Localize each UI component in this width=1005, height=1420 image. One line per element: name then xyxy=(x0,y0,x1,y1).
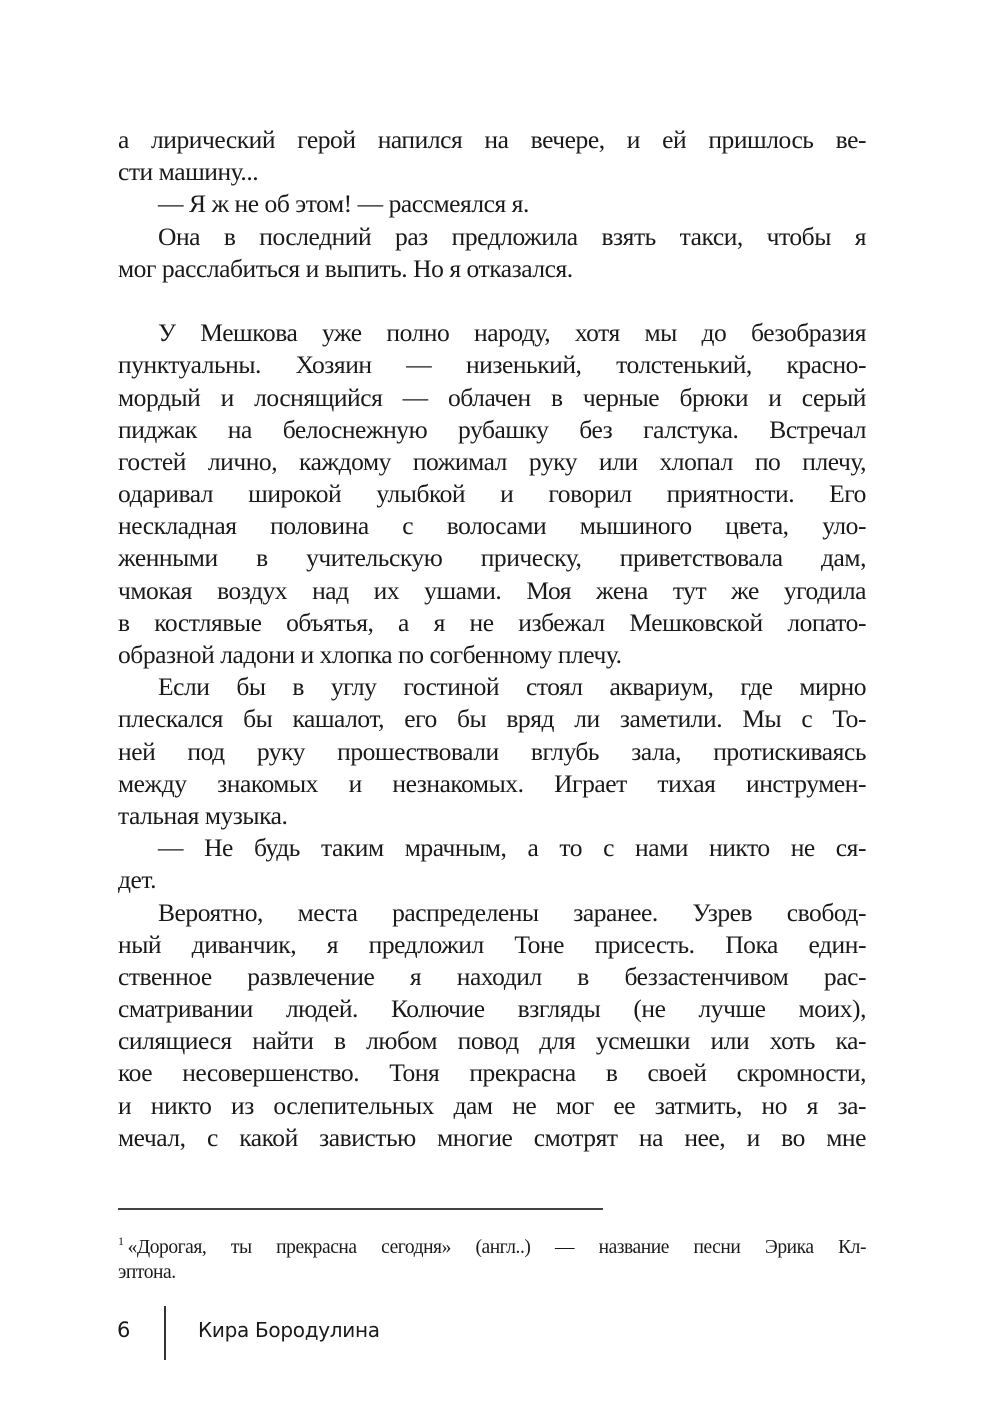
text-line: Вероятно, места распределены заранее. Узрев свобод- xyxy=(158,897,866,927)
paragraph-gap xyxy=(118,285,866,317)
text-line: силящиеся найти в любом повод для усмешки или хоть ка- xyxy=(118,1026,866,1056)
text-line: чмокая воздух над их ушами. Моя жена тут же угодила xyxy=(118,575,866,605)
text-line: мечал, с какой завистью многие смотрят на нее, и во мне xyxy=(118,1122,866,1152)
text-line: между знакомых и незнакомых. Играет тихая инструмен- xyxy=(118,768,866,798)
footnote-line-1 xyxy=(118,1226,866,1257)
text-line: плескался бы кашалот, его бы вряд ли заметили. Мы с То- xyxy=(118,704,866,734)
text-line: сти машину... xyxy=(118,157,259,187)
footnote-line-2: эптона. xyxy=(118,1262,176,1283)
running-footer-author: Кира Бородулина xyxy=(198,1318,380,1342)
text-line: мог расслабиться и выпить. Но я отказался. xyxy=(118,253,573,283)
text-line: ный диванчик, я предложил Тоне присесть. Пока един- xyxy=(118,929,866,959)
text-line: кое несовершенство. Тоня прекрасна в своей скромности, xyxy=(118,1058,866,1088)
text-line: — Я ж не об этом! — рассмеялся я. xyxy=(158,189,529,219)
text-line: Если бы в углу гостиной стоял аквариум, где мирно xyxy=(158,672,866,702)
text-line: сматривании людей. Колючие взгляды (не лучше моих), xyxy=(118,994,866,1024)
text-line: нескладная половина с волосами мышиного цвета, уло- xyxy=(118,511,866,541)
text-line: Она в последний раз предложила взять такси, чтобы я xyxy=(158,221,866,251)
text-line: ственное развлечение я находил в беззастенчивом рас- xyxy=(118,961,866,991)
page-number: 6 xyxy=(117,1318,131,1342)
text-line: ней под руку прошествовали вглубь зала, протискиваясь xyxy=(118,736,866,766)
text-line: и никто из ослепительных дам не мог ее затмить, но я за- xyxy=(118,1090,866,1120)
text-line: в костлявые объятья, а я не избежал Мешковской лопато- xyxy=(118,607,866,637)
text-line: образной ладони и хлопка по согбенному плечу. xyxy=(118,640,622,669)
footnote-marker: 1 xyxy=(118,1234,124,1248)
text-line: гостей лично, каждому пожимал руку или хлопал по плечу, xyxy=(118,446,866,476)
text-line: тальная музыка. xyxy=(118,800,288,830)
text-line: одаривал широкой улыбкой и говорил приятности. Его xyxy=(118,479,866,509)
footnote-text-1: «Дорогая, ты прекрасна сегодня» (англ..) — название песни Эрика Кл- xyxy=(127,1237,866,1258)
text-line: — Не будь таким мрачным, а то с нами никто не ся- xyxy=(158,833,866,863)
body-text xyxy=(118,124,866,1154)
footnote-divider xyxy=(118,1208,603,1210)
text-line: пунктуальны. Хозяин — низенький, толстенький, красно- xyxy=(118,350,866,380)
text-line: мордый и лоснящийся — облачен в черные брюки и серый xyxy=(118,382,866,412)
footer-divider xyxy=(164,1306,166,1360)
footnote xyxy=(118,1226,866,1288)
text-line: У Мешкова уже полно народу, хотя мы до безобразия xyxy=(158,318,866,348)
text-line: женными в учительскую прическу, приветствовала дам, xyxy=(118,543,866,573)
text-line: дет. xyxy=(118,865,157,895)
text-line: а лирический герой напился на вечере, и ей пришлось ве- xyxy=(118,125,866,154)
text-line: пиджак на белоснежную рубашку без галстука. Встречал xyxy=(118,414,866,444)
